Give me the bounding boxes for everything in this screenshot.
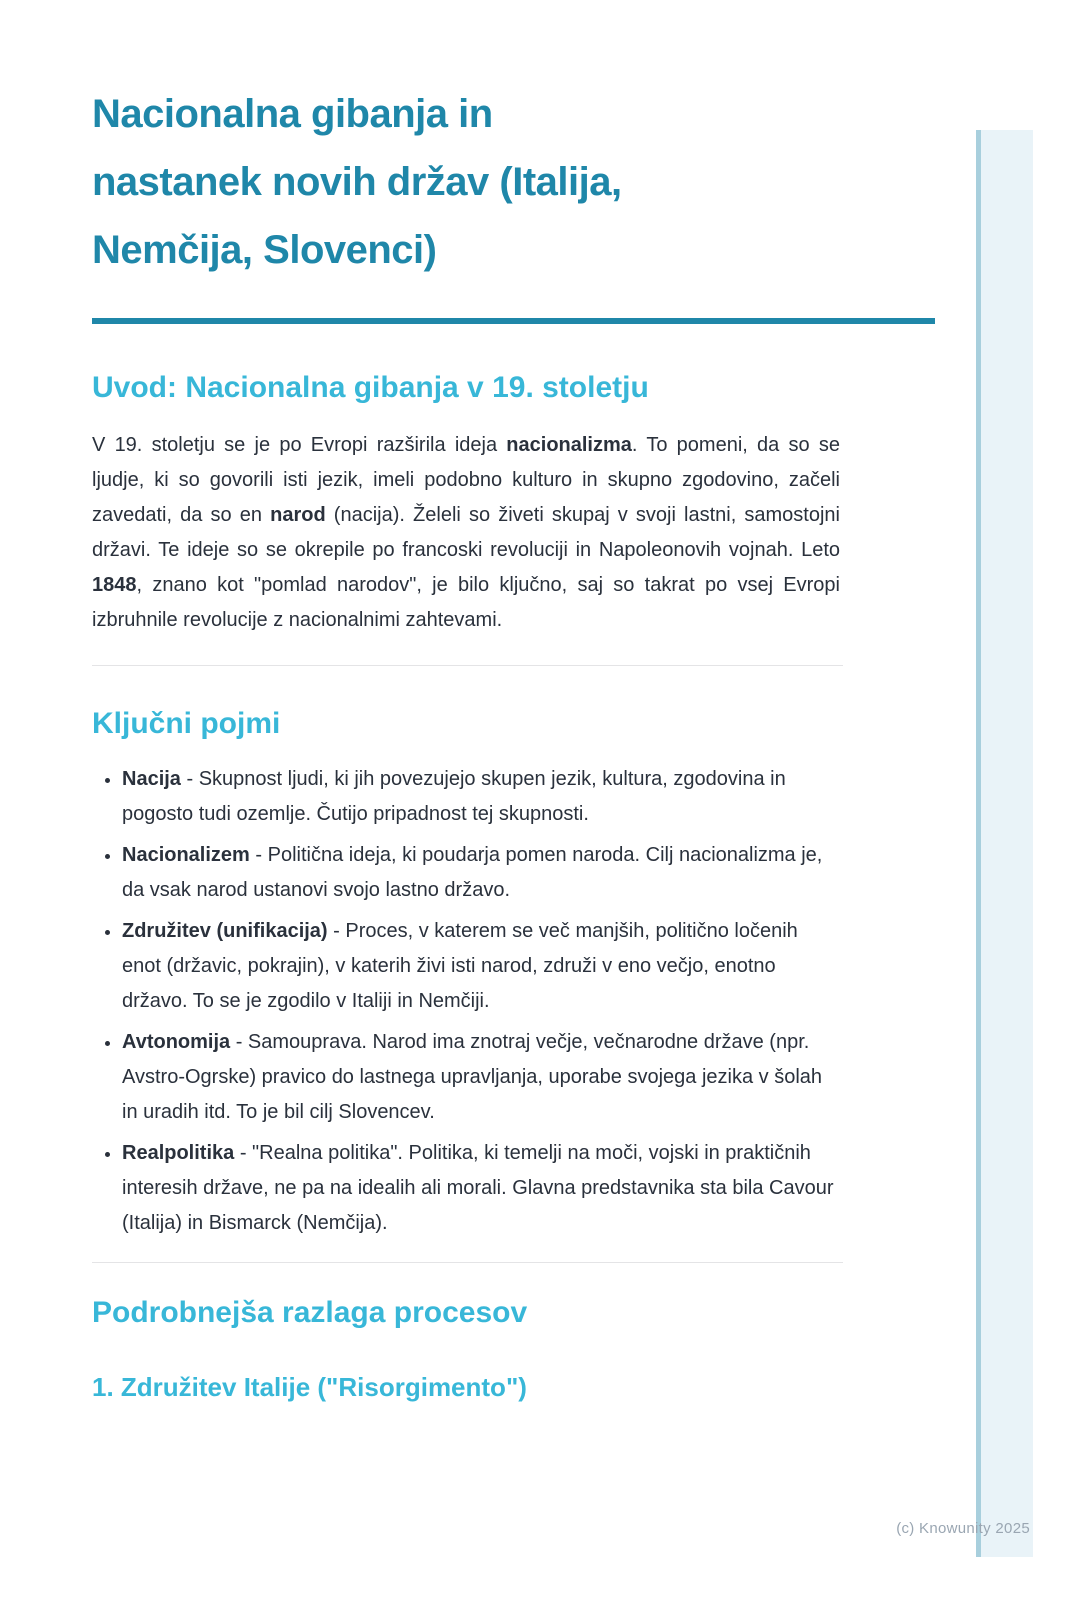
term-label: Združitev (unifikacija): [122, 920, 328, 942]
list-item-avtonomija: [122, 1025, 840, 1130]
title-underline-rule: [92, 318, 935, 324]
document-page: [92, 80, 840, 1405]
intro-paragraph: [92, 428, 840, 638]
list-item-realpolitika: [122, 1136, 840, 1241]
intro-text-segment: V 19. stoletju se je po Evropi razširila ideja: [92, 434, 507, 456]
term-description: - Politična ideja, ki poudarja pomen naroda. Cilj nacionalizma je, da vsak narod ustanovi svojo lastno državo.: [122, 844, 823, 901]
bold-term-narod: narod: [270, 504, 326, 526]
list-item-nacija: [122, 762, 840, 832]
subsection-heading-italy-unification: 1. Združitev Italije ("Risorgimento"): [92, 1372, 527, 1402]
term-description: - Samouprava. Narod ima znotraj večje, večnarodne države (npr. Avstro-Ogrske) pravico do lastnega upravljanja, uporabe svojega jezika v šolah in uradih itd. To je bil cilj Slovencev.: [122, 1031, 823, 1123]
page-title: [92, 80, 840, 284]
intro-text-segment: . To pomeni, da so se ljudje, ki so govorili isti jezik, imeli podobno kulturo in skupno zgodovino, začeli zavedati, da so en: [92, 434, 840, 526]
page-title-line-1: Nacionalna gibanja in: [92, 92, 493, 136]
page-title-line-3: Nemčija, Slovenci): [92, 228, 437, 272]
section-divider: [92, 665, 843, 666]
copyright-notice: (c) Knowunity 2025: [896, 1520, 1030, 1537]
page-title-line-2: nastanek novih držav (Italija,: [92, 160, 622, 204]
list-item-nacionalizem: [122, 838, 840, 908]
term-label: Nacionalizem: [122, 844, 250, 866]
intro-text-segment: (nacija). Želeli so živeti skupaj v svoji lastni, samostojni državi. Te ideje so se okrepile po francoski revoluciji in Napoleonovih vojnah. Leto: [92, 504, 840, 561]
term-label: Nacija: [122, 768, 181, 790]
bold-term-nacionalizma: nacionalizma: [506, 434, 632, 456]
bold-term-1848: 1848: [92, 574, 137, 596]
term-label: Realpolitika: [122, 1142, 235, 1164]
term-description: - "Realna politika". Politika, ki temelji na moči, vojski in praktičnih interesih države, ne pa na idealih ali morali. Glavna predstavnika sta bila Cavour (Italija) in Bismarck (Nemčija).: [122, 1142, 834, 1234]
key-terms-list: [92, 762, 840, 1241]
term-description: - Skupnost ljudi, ki jih povezujejo skupen jezik, kultura, zgodovina in pogosto tudi ozemlje. Čutijo pripadnost tej skupnosti.: [122, 768, 786, 825]
section-heading-key-terms: Ključni pojmi: [92, 707, 281, 740]
term-label: Avtonomija: [122, 1031, 231, 1053]
list-item-zdruzitev: [122, 914, 840, 1019]
side-accent-strip: [976, 130, 1033, 1557]
section-heading-processes: Podrobnejša razlaga procesov: [92, 1296, 528, 1329]
intro-text-segment: , znano kot "pomlad narodov", je bilo ključno, saj so takrat po vsej Evropi izbruhnile revolucije z nacionalnimi zahtevami.: [92, 574, 840, 631]
section-heading-intro: Uvod: Nacionalna gibanja v 19. stoletju: [92, 371, 649, 404]
term-description: - Proces, v katerem se več manjših, politično ločenih enot (državic, pokrajin), v katerih živi isti narod, združi v eno večjo, enotno državo. To se je zgodilo v Italiji in Nemčiji.: [122, 920, 798, 1012]
section-divider: [92, 1262, 843, 1263]
